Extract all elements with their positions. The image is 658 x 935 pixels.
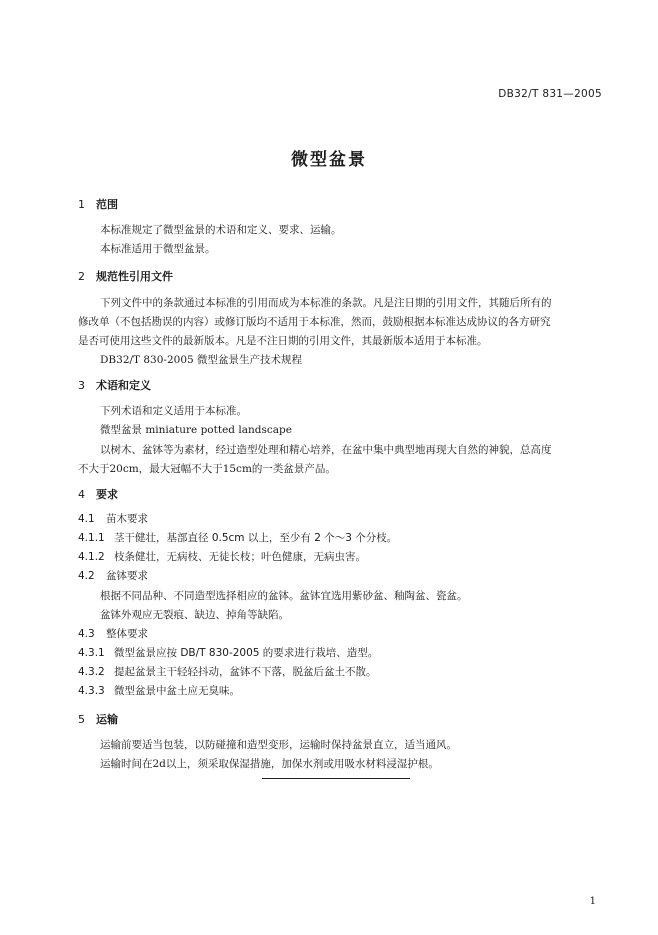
section-2-para-line-3: 是否可使用这些文件的最新版本。凡是不注日期的引用文件，其最新版本适用于本标准。 xyxy=(78,335,488,347)
normative-reference: DB32/T 830-2005 微型盆景生产技术规程 xyxy=(100,354,303,366)
term-heading: 微型盆景 miniature potted landscape xyxy=(100,424,292,436)
section-3-intro: 下列术语和定义适用于本标准。 xyxy=(100,405,247,417)
section-number: 4 xyxy=(78,488,85,501)
section-1-line-1: 本标准规定了微型盆景的术语和定义、要求、运输。 xyxy=(100,224,342,236)
clause-4-3-3 xyxy=(78,683,240,698)
section-title: 要求 xyxy=(96,488,118,501)
page-title: 微型盆景 xyxy=(291,150,367,170)
section-4-2-line-2: 盆钵外观应无裂痕、缺边、掉角等缺陷。 xyxy=(100,609,289,621)
section-5-line-2: 运输时间在2d以上，须采取保湿措施，加保水剂或用吸水材料浸湿护根。 xyxy=(100,758,439,770)
section-5-heading xyxy=(78,711,118,727)
section-title: 范围 xyxy=(96,198,118,211)
clause-text: 微型盆景应按 DB/T 830-2005 的要求进行栽培、造型。 xyxy=(114,647,379,659)
clause-number: 4.3.1 xyxy=(78,647,105,659)
clause-text: 微型盆景中盆土应无臭味。 xyxy=(114,685,240,697)
section-4-heading xyxy=(78,486,118,502)
subsection-number: 4.2 xyxy=(78,570,95,582)
section-title: 运输 xyxy=(96,713,118,726)
clause-4-3-2 xyxy=(78,664,377,679)
section-2-para-line-1: 下列文件中的条款通过本标准的引用而成为本标准的条款。凡是注日期的引用文件，其随后所有的 xyxy=(100,297,552,309)
clause-4-3-1 xyxy=(78,645,378,660)
section-number: 2 xyxy=(78,270,85,283)
clause-number: 4.1.1 xyxy=(78,532,105,544)
section-number: 1 xyxy=(78,198,85,211)
subsection-4-3-heading xyxy=(78,626,148,641)
clause-4-1-2 xyxy=(78,549,366,564)
clause-4-1-1 xyxy=(78,530,397,545)
subsection-title: 整体要求 xyxy=(106,628,148,640)
clause-number: 4.1.2 xyxy=(78,551,105,563)
section-3-heading xyxy=(78,377,151,393)
section-4-2-line-1: 根据不同品种、不同造型选择相应的盆钵。盆钵宜选用紫砂盆、釉陶盆、瓷盆。 xyxy=(100,590,468,602)
section-5-line-1: 运输前要适当包装，以防碰撞和造型变形，运输时保持盆景直立，适当通风。 xyxy=(100,739,457,751)
section-2-para-line-2: 修改单（不包括勘误的内容）或修订版均不适用于本标准，然而，鼓励根据本标准达成协议的各方研究 xyxy=(78,316,551,328)
section-1-line-2: 本标准适用于微型盆景。 xyxy=(100,243,216,255)
page-number: 1 xyxy=(589,896,596,907)
clause-text: 提起盆景主干轻轻抖动，盆钵不下落，脱盆后盆土不散。 xyxy=(114,666,377,678)
section-number: 5 xyxy=(78,713,85,726)
subsection-4-1-heading xyxy=(78,511,148,526)
subsection-number: 4.3 xyxy=(78,628,95,640)
clause-number: 4.3.2 xyxy=(78,666,105,678)
subsection-title: 盆钵要求 xyxy=(106,570,148,582)
end-rule xyxy=(262,778,410,779)
section-1-heading xyxy=(78,196,118,212)
subsection-title: 苗木要求 xyxy=(106,513,148,525)
clause-number: 4.3.3 xyxy=(78,685,105,697)
section-title: 规范性引用文件 xyxy=(96,270,173,283)
clause-text: 枝条健壮，无病枝、无徒长枝；叶色健康，无病虫害。 xyxy=(114,551,366,563)
section-title: 术语和定义 xyxy=(96,379,151,392)
definition-line-1: 以树木、盆钵等为素材，经过造型处理和精心培养，在盆中集中典型地再现大自然的神貌，总高度 xyxy=(100,444,552,456)
section-2-heading xyxy=(78,268,173,284)
section-number: 3 xyxy=(78,379,85,392)
subsection-number: 4.1 xyxy=(78,513,95,525)
subsection-4-2-heading xyxy=(78,568,148,583)
doc-code: DB32/T 831—2005 xyxy=(498,88,602,100)
clause-text: 茎干健壮，基部直径 0.5cm 以上，至少有 2 个～3 个分枝。 xyxy=(114,532,398,544)
definition-line-2: 不大于20cm，最大冠幅不大于15cm的一类盆景产品。 xyxy=(78,463,336,475)
